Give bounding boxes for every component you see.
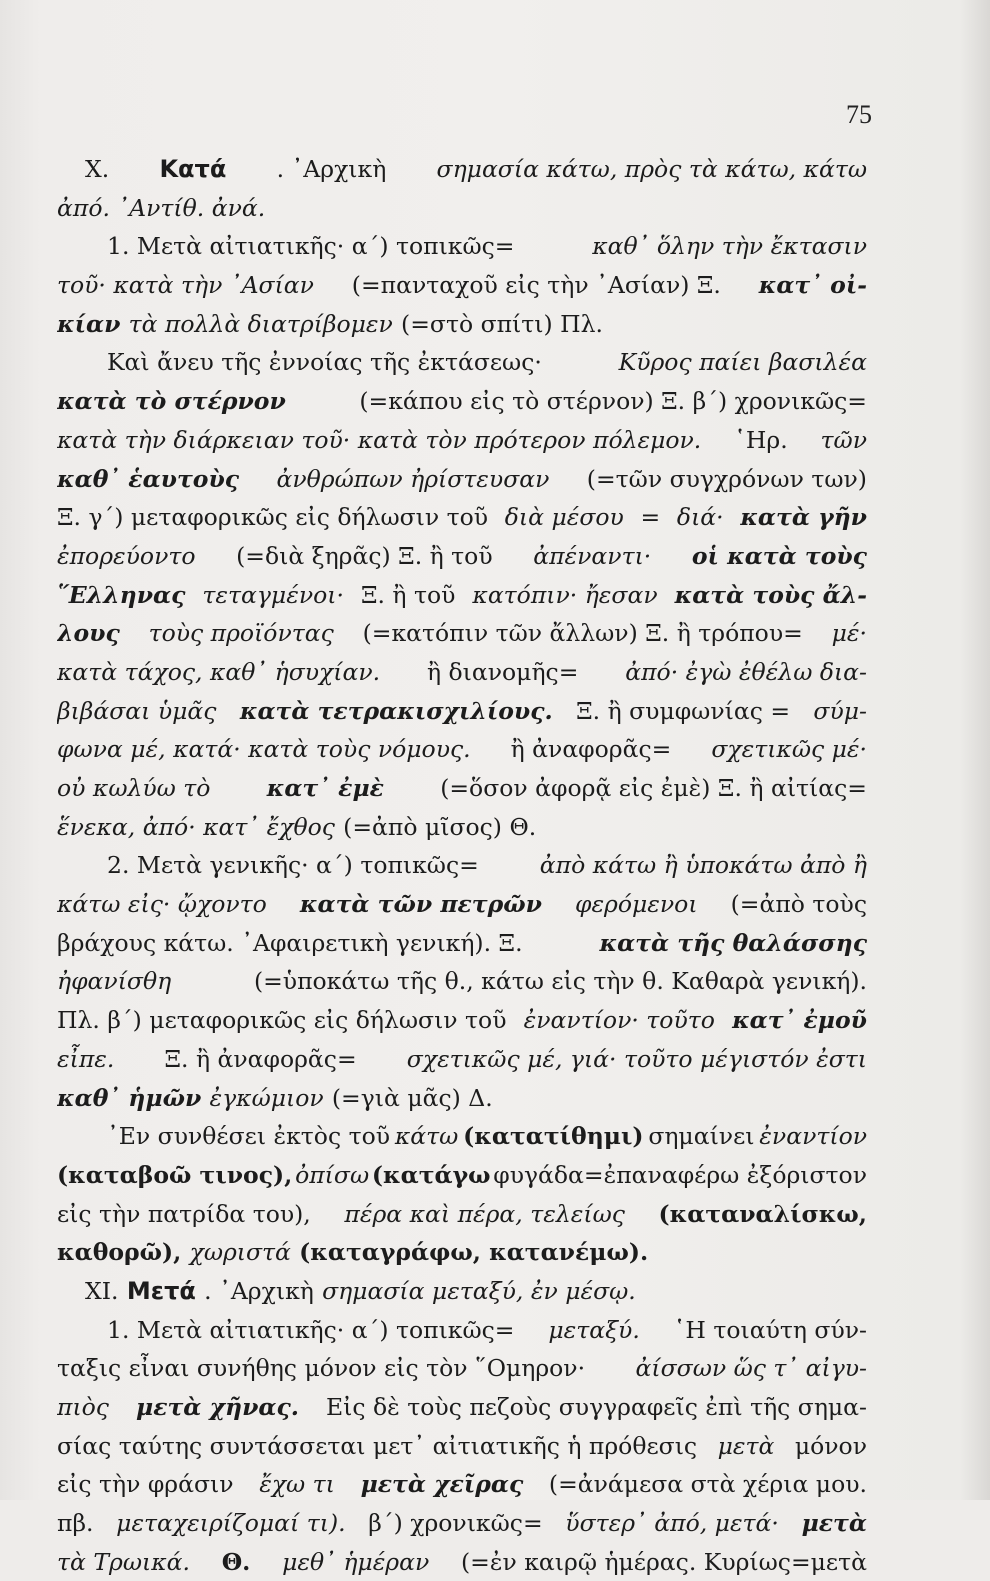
text-segment: (=ὅσον ἀφορᾷ εἰς ἐμὲ) Ξ. ἢ αἰτίας= <box>440 774 867 802</box>
text-segment: σημασία μεταξύ, ἐν μέσῳ. <box>322 1276 636 1305</box>
text-segment: τεταγμένοι· <box>202 580 344 609</box>
text-line <box>57 1156 867 1195</box>
text-segment: οἱ κατὰ τοὺς <box>691 541 867 570</box>
text-segment: . ᾿Αρχικὴ <box>204 1276 314 1305</box>
text-segment: Κατά <box>159 155 227 183</box>
text-line <box>57 305 867 344</box>
text-body <box>57 150 867 1581</box>
text-line <box>57 1040 867 1079</box>
text-segment: Ξ. ἢ τοῦ <box>360 580 456 609</box>
text-segment: (=στὸ σπίτι) Πλ. <box>401 309 603 338</box>
text-line <box>57 150 867 189</box>
text-line <box>57 1465 867 1504</box>
text-segment: εἰς τὴν φράσιν <box>57 1470 234 1499</box>
text-segment: καθ᾿ ἡμῶν <box>57 1083 202 1112</box>
text-segment: κατ᾿ ἐμοῦ <box>732 1006 867 1035</box>
text-segment: μετὰ χεῖρας <box>360 1470 524 1499</box>
text-segment: κατὰ τὸ στέρνον <box>57 387 286 416</box>
text-segment: τοὺς προϊόντας <box>148 619 334 648</box>
text-line <box>57 537 867 576</box>
text-segment: φωνα μέ, κατά· κατὰ τοὺς νόμους. <box>57 735 471 764</box>
text-segment: ταξις εἶναι συνήθης μόνον εἰς τὸν ῞Ομηρον· <box>57 1354 586 1383</box>
text-segment: κατὰ τὴν διάρκειαν τοῦ· κατὰ τὸν πρότερον πόλεμον. <box>57 425 702 454</box>
text-line <box>57 343 867 382</box>
text-segment: Καὶ ἄνευ τῆς ἐννοίας τῆς ἐκτάσεως· <box>107 348 542 377</box>
text-line <box>57 885 867 924</box>
text-segment: (κατατίθημι) <box>463 1122 644 1151</box>
text-line <box>57 1427 867 1466</box>
text-segment: σύμ- <box>813 696 867 725</box>
text-segment: . ᾿Αρχικὴ <box>276 155 387 183</box>
text-segment: διά· <box>676 503 724 532</box>
text-segment: (=διὰ ξηρᾶς) Ξ. ἢ τοῦ <box>236 541 493 570</box>
text-segment: μετὰ <box>717 1431 775 1460</box>
text-segment: ᾿Εν συνθέσει ἐκτὸς τοῦ <box>107 1122 391 1151</box>
text-segment: (=πανταχοῦ εἰς τὴν ᾿Ασίαν) Ξ. <box>351 271 721 300</box>
text-segment: ἕνεκα, ἀπό· κατ᾿ ἔχθος <box>57 812 335 841</box>
text-segment: κάτω <box>394 1122 459 1151</box>
text-segment: ἐγκώμιον <box>209 1083 324 1112</box>
text-segment: χωριστά <box>189 1238 291 1267</box>
text-line <box>57 1001 867 1040</box>
text-segment: καθ᾿ ἑαυτοὺς <box>57 464 240 493</box>
text-segment: πιὸς <box>57 1393 109 1421</box>
text-segment: XI. <box>85 1276 119 1305</box>
text-segment: 1. Μετὰ αἰτιατικῆς· α΄) τοπικῶς= <box>107 1315 515 1344</box>
text-segment: σχετικῶς μέ· <box>711 735 867 764</box>
text-segment: βράχους κάτω. ᾿Αφαιρετικὴ γενική). Ξ. <box>57 928 523 957</box>
text-segment: πβ. <box>57 1509 94 1538</box>
text-segment: κατὰ τετρακισχιλίους. <box>239 696 553 725</box>
text-line <box>57 1117 867 1156</box>
text-segment: διὰ μέσου <box>504 503 624 532</box>
text-segment: Μετά <box>126 1276 196 1305</box>
text-segment: εἶπε. <box>57 1044 115 1073</box>
text-segment: εἰς τὴν πατρίδα του), <box>57 1199 311 1228</box>
text-segment: ἔχω τι <box>259 1470 335 1499</box>
text-segment: (καταγράφω, κατανέμω). <box>299 1238 649 1267</box>
text-segment: οὐ κωλύω τὸ <box>57 774 211 802</box>
text-segment: ῞Ελληνας <box>57 580 186 609</box>
text-line <box>57 576 867 615</box>
text-segment: ὀπίσω <box>295 1160 370 1189</box>
text-segment: τὰ Τρωικά. <box>57 1547 190 1576</box>
text-segment: καθ᾿ ὅλην τὴν ἔκτασιν <box>592 232 867 261</box>
text-segment: τοῦ· κατὰ τὴν ᾿Ασίαν <box>57 271 314 300</box>
text-line <box>57 1504 867 1543</box>
text-segment: Πλ. β΄) μεταφορικῶς εἰς δήλωσιν τοῦ <box>57 1006 507 1035</box>
text-segment: σημαίνει <box>648 1122 755 1151</box>
text-segment: ἀπὸ κάτω ἢ ὑποκάτω ἀπὸ ἢ <box>539 851 867 880</box>
text-segment: (κατάγω <box>371 1160 491 1189</box>
text-segment: ἀπέναντι· <box>533 541 652 570</box>
text-segment: (καταναλίσκω, <box>658 1199 867 1228</box>
text-line <box>57 498 867 537</box>
text-segment: κατ᾿ ἐμὲ <box>266 774 384 802</box>
text-segment: κατὰ τάχος, καθ᾿ ἡσυχίαν. <box>57 657 381 686</box>
text-segment: (=κατόπιν τῶν ἄλλων) Ξ. ἢ τρόπου= <box>362 619 803 648</box>
text-segment: κατὰ τῆς θαλάσσης <box>599 928 867 957</box>
text-segment: ἢ ἀναφορᾶς= <box>510 735 672 764</box>
text-segment: σημασία κάτω, πρὸς τὰ κάτω, κάτω <box>436 155 867 183</box>
text-line <box>57 846 867 885</box>
text-segment: τῶν <box>820 425 867 454</box>
text-segment: (=κάπου εἰς τὸ στέρνον) Ξ. β΄) χρονικῶς= <box>359 387 867 416</box>
text-segment: (καταβοῶ τινος), <box>57 1160 293 1189</box>
text-line <box>57 692 867 731</box>
text-line <box>57 769 867 808</box>
text-segment: (=ὑποκάτω τῆς θ., κάτω εἰς τὴν θ. Καθαρὰ γενική). <box>253 967 867 996</box>
text-line <box>57 924 867 963</box>
text-segment: κατόπιν· ἤεσαν <box>472 580 658 609</box>
text-segment: σχετικῶς μέ, γιά· τοῦτο μέγιστόν ἐστι <box>406 1044 867 1073</box>
text-segment: βιβάσαι ὑμᾶς <box>57 696 217 725</box>
text-segment: ἀίσσων ὥς τ᾿ αἰγυ- <box>635 1354 867 1383</box>
text-line <box>57 1349 867 1388</box>
text-segment: (=ἀνάμεσα στὰ χέρια μου. <box>548 1470 867 1499</box>
text-segment: τὰ πολλὰ διατρίβομεν <box>128 309 393 338</box>
text-segment: ἐναντίον· τοῦτο <box>523 1006 715 1035</box>
text-segment: ἀπό· ἐγὼ ἐθέλω δια- <box>625 657 867 686</box>
text-segment: κατὰ τῶν πετρῶν <box>299 890 542 919</box>
text-segment: (=γιὰ μᾶς) Δ. <box>331 1083 493 1112</box>
text-segment: μέ· <box>831 619 867 648</box>
text-segment: X. <box>85 155 110 183</box>
text-segment: Εἰς δὲ τοὺς πεζοὺς συγγραφεῖς ἐπὶ τῆς σημα- <box>326 1393 867 1421</box>
text-line <box>57 808 867 847</box>
text-segment: (=ἐν καιρῷ ἡμέρας. Κυρίως=μετὰ <box>461 1547 867 1576</box>
text-line <box>57 421 867 460</box>
text-segment: μετὰ <box>801 1509 867 1538</box>
text-segment: κάτω εἰς· ᾤχοντο <box>57 890 267 919</box>
text-segment: φυγάδα=ἐπαναφέρω ἐξόριστον <box>493 1160 867 1189</box>
text-line <box>57 227 867 266</box>
text-line <box>57 460 867 499</box>
text-segment: Θ. <box>221 1547 251 1576</box>
text-line <box>57 1079 867 1118</box>
text-segment: Ξ. ἢ συμφωνίας = <box>576 696 791 725</box>
text-segment: φερόμενοι <box>574 890 698 919</box>
text-segment: 2. Μετὰ γενικῆς· α΄) τοπικῶς= <box>107 851 479 880</box>
text-line <box>57 1195 867 1234</box>
text-segment: λους <box>57 619 120 648</box>
text-segment: κατὰ γῆν <box>740 503 867 532</box>
text-line <box>57 730 867 769</box>
text-segment: κατ᾿ οἰ- <box>758 271 867 300</box>
text-line <box>57 962 867 1001</box>
text-segment: Ξ. γ΄) μεταφορικῶς εἰς δήλωσιν τοῦ <box>57 503 489 532</box>
text-line <box>57 653 867 692</box>
text-segment: ῾Η τοιαύτη σύν- <box>673 1315 867 1344</box>
text-segment: κατὰ τοὺς ἄλ- <box>674 580 867 609</box>
page-number: 75 <box>846 100 872 129</box>
text-segment: ἐναντίον <box>759 1122 867 1151</box>
text-line <box>57 1272 867 1311</box>
text-segment: β΄) χρονικῶς= <box>368 1509 543 1538</box>
text-segment: Ξ. ἢ ἀναφορᾶς= <box>164 1044 357 1073</box>
text-segment: ἐπορεύοντο <box>57 541 196 570</box>
text-segment: ἠφανίσθη <box>57 967 172 996</box>
text-line <box>57 614 867 653</box>
text-segment: σίας ταύτης συντάσσεται μετ᾿ αἰτιατικῆς ἡ πρόθεσις <box>57 1431 698 1460</box>
text-segment: ῾Ηρ. <box>734 425 788 454</box>
text-segment: καθορῶ), <box>57 1238 182 1267</box>
text-line <box>57 189 867 228</box>
text-segment: (=ἀπὸ μῖσος) Θ. <box>343 812 537 841</box>
text-line <box>57 266 867 305</box>
text-segment: κίαν <box>57 309 121 338</box>
text-segment: μεταχειρίζομαί τι). <box>116 1509 346 1538</box>
text-line <box>57 1388 867 1427</box>
text-segment: ἢ διανομῆς= <box>426 657 579 686</box>
text-segment: μόνον <box>794 1431 867 1460</box>
text-segment: ὕστερ᾿ ἀπό, μετά· <box>565 1509 779 1538</box>
text-segment: μετὰ χῆνας. <box>136 1393 299 1421</box>
text-segment: 1. Μετὰ αἰτιατικῆς· α΄) τοπικῶς= <box>107 232 515 261</box>
text-line <box>57 382 867 421</box>
text-segment: (=ἀπὸ τοὺς <box>730 890 867 919</box>
text-segment: (=τῶν συγχρόνων των) <box>586 464 867 493</box>
text-line <box>57 1543 867 1581</box>
text-line <box>57 1233 867 1272</box>
text-segment: ἀνθρώπων ἠρίστευσαν <box>276 464 550 493</box>
text-segment: ἀπό. ᾿Αντίθ. ἀνά. <box>57 193 266 222</box>
text-segment: Κῦρος παίει βασιλέα <box>618 348 867 377</box>
text-segment: μεταξύ. <box>548 1315 640 1344</box>
text-segment: πέρα καὶ πέρα, τελείως <box>344 1199 625 1228</box>
text-line <box>57 1311 867 1350</box>
text-segment: μεθ᾿ ἡμέραν <box>282 1547 430 1576</box>
text-segment: = <box>640 503 661 532</box>
